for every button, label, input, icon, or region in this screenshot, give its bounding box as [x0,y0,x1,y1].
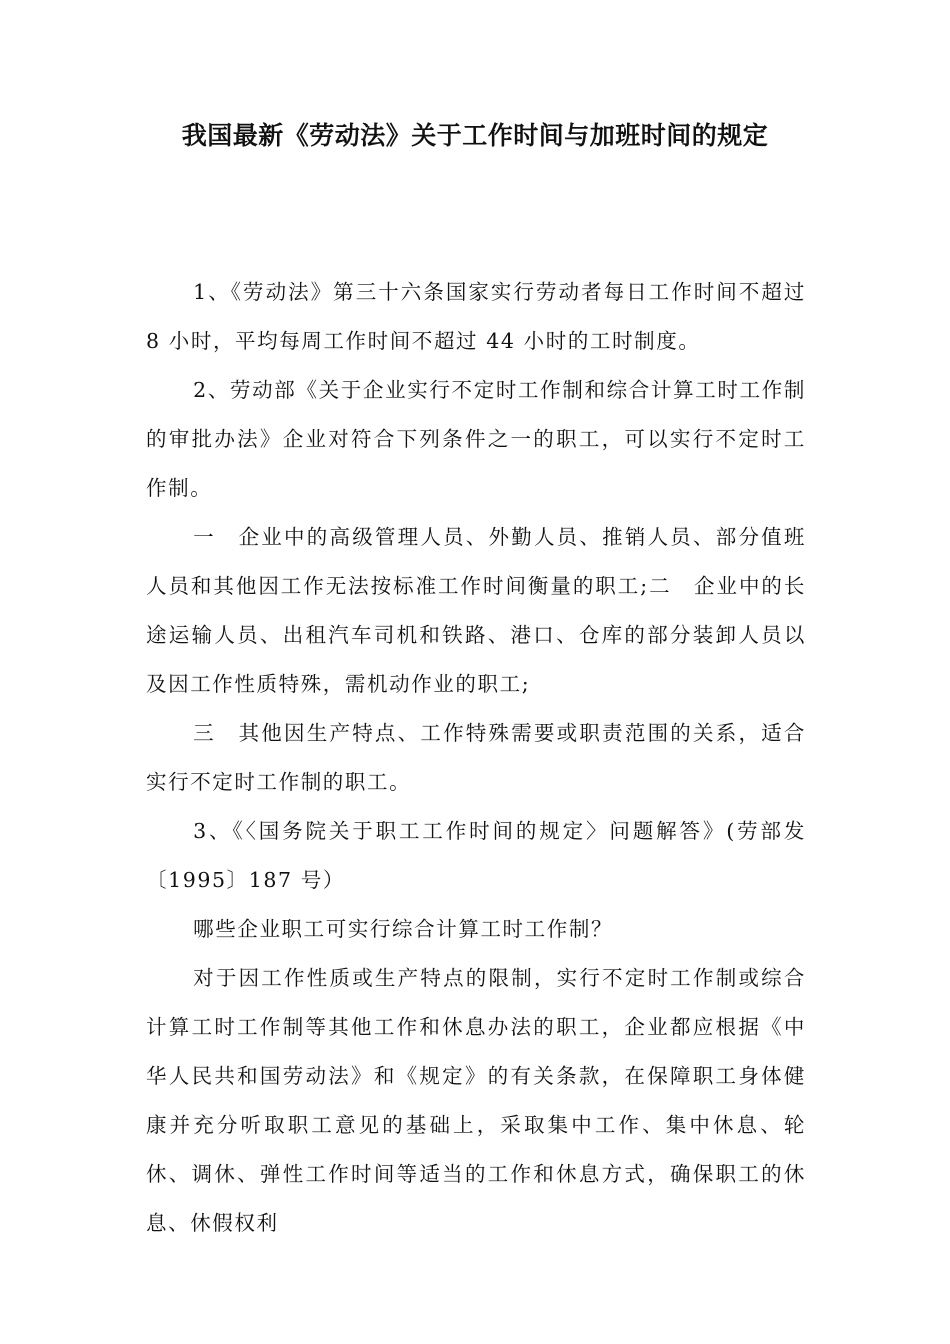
document-body [146,268,806,1248]
paragraph-answer: 对于因工作性质或生产特点的限制，实行不定时工作制或综合计算工时工作制等其他工作和休息办法的职工，企业都应根据《中华人民共和国劳动法》和《规定》的有关条款，在保障职工身体健康并充分听取职工意见的基础上，采取集中工作、集中休息、轮休、调休、弹性工作时间等适当的工作和休息方式，确保职工的休息、休假权利 [146,966,806,1235]
paragraph-conditions-one-two: 一 企业中的高级管理人员、外勤人员、推销人员、部分值班人员和其他因工作无法按标准工作时间衡量的职工;二 企业中的长途运输人员、出租汽车司机和铁路、港口、仓库的部分装卸人员以及因工作性质特殊，需机动作业的职工; [146,525,806,696]
paragraph-question: 哪些企业职工可实行综合计算工时工作制？ [193,917,614,941]
paragraph-working-hours: 1、《劳动法》第三十六条国家实行劳动者每日工作时间不超过 8 小时，平均每周工作时间不超过 44 小时的工时制度。 [146,280,806,353]
document-title: 我国最新《劳动法》关于工作时间与加班时间的规定 [181,121,769,150]
paragraph-approval-measures: 2、劳动部《关于企业实行不定时工作制和综合计算工时工作制的审批办法》企业对符合下列条件之一的职工，可以实行不定时工作制。 [146,378,806,500]
paragraph-condition-three: 三 其他因生产特点、工作特殊需要或职责范围的关系，适合实行不定时工作制的职工。 [146,721,806,794]
paragraph-state-council-qa: 3、《〈国务院关于职工工作时间的规定〉问题解答》(劳部发〔1995〕187 号） [146,819,806,892]
